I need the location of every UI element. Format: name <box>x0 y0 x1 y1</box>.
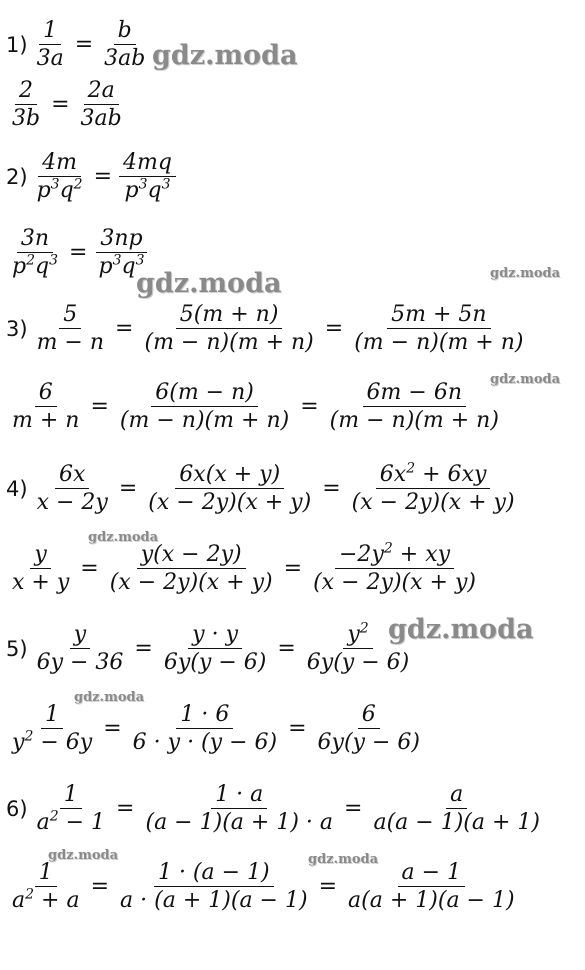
equals-sign: = <box>116 796 135 822</box>
equation-line <box>6 18 151 72</box>
equals-sign: = <box>344 796 363 822</box>
denominator: x + y <box>12 570 70 596</box>
fraction <box>326 380 503 434</box>
denominator: $p^3q^3$ <box>98 252 145 280</box>
numerator: 5(m + n) <box>176 302 283 329</box>
denominator: 6y − 36 <box>36 650 124 676</box>
equals-sign: = <box>118 476 138 502</box>
denominator: a · (a + 1)(a − 1) <box>120 888 308 914</box>
fraction <box>33 782 109 836</box>
equals-sign: = <box>93 164 113 190</box>
denominator: 6 · y · (y − 6) <box>132 730 278 756</box>
fraction <box>129 702 281 756</box>
fraction <box>140 302 317 356</box>
exercise-number: 1) <box>6 32 28 57</box>
fraction <box>33 302 108 356</box>
numerator: 1 <box>41 702 63 729</box>
watermark: gdz.moda <box>88 530 159 545</box>
exercise-number: 4) <box>6 476 28 501</box>
denominator: m − n <box>36 330 105 356</box>
fraction <box>8 380 83 434</box>
equals-sign: = <box>288 716 307 742</box>
fraction <box>33 150 87 204</box>
denominator: (a − 1)(a + 1) · a <box>145 810 334 836</box>
equals-sign: = <box>90 394 109 420</box>
denominator: (x − 2y)(x + y) <box>313 570 476 596</box>
numerator: 1 · a <box>211 782 267 809</box>
equation-line <box>6 702 426 756</box>
equation-line <box>6 226 151 280</box>
equals-sign: = <box>103 716 122 742</box>
exercise-number: 6) <box>6 796 28 821</box>
numerator: 6(m − n) <box>151 380 258 407</box>
denominator: $p^2q^3$ <box>12 252 59 280</box>
equation-line <box>6 622 415 676</box>
equals-sign: = <box>324 316 344 342</box>
denominator: $p^3q^3$ <box>124 176 171 204</box>
fraction <box>8 860 84 914</box>
denominator: 6y(y − 6) <box>163 650 267 676</box>
numerator: 6 <box>35 380 57 407</box>
numerator: 3np <box>96 226 146 253</box>
fraction <box>348 462 519 516</box>
numerator: 2a <box>84 78 119 105</box>
exercise-number: 3) <box>6 316 28 341</box>
fraction <box>116 860 312 914</box>
numerator: 2 <box>15 78 37 105</box>
watermark: gdz.moda <box>152 40 298 71</box>
denominator: $a^2 + a$ <box>12 886 80 914</box>
equals-sign: = <box>277 636 296 662</box>
numerator: 6 <box>358 702 380 729</box>
watermark: gdz.moda <box>490 266 561 281</box>
numerator: 1 <box>60 782 82 809</box>
equals-sign: = <box>115 316 134 342</box>
numerator: 4m <box>38 150 81 177</box>
denominator: 6y(y − 6) <box>317 730 420 756</box>
equals-sign: = <box>283 556 303 582</box>
numerator: a − 1 <box>398 860 466 887</box>
equals-sign: = <box>90 874 110 900</box>
fraction <box>8 702 96 756</box>
equals-sign: = <box>322 476 341 502</box>
denominator: (m − n)(m + n) <box>329 408 499 434</box>
denominator: (m − n)(m + n) <box>354 330 524 356</box>
fraction <box>160 622 270 676</box>
numerator: $y^2$ <box>343 622 372 649</box>
fraction <box>8 542 73 596</box>
equation-line <box>6 302 530 356</box>
numerator: 6m − 6n <box>363 380 466 407</box>
fraction <box>33 462 112 516</box>
fraction <box>33 622 128 676</box>
fraction <box>8 78 44 132</box>
numerator: y <box>30 542 50 569</box>
numerator: b <box>114 18 136 45</box>
denominator: $a^2 - 1$ <box>36 808 106 836</box>
exercise-number: 5) <box>6 636 28 661</box>
numerator: 3n <box>17 226 53 253</box>
denominator: a(a − 1)(a + 1) <box>373 810 541 836</box>
numerator: 4mq <box>119 150 176 177</box>
fraction <box>314 702 424 756</box>
equation-line <box>6 782 546 836</box>
fraction <box>309 542 480 596</box>
fraction <box>106 542 277 596</box>
fraction <box>33 18 68 72</box>
fraction <box>119 150 176 204</box>
numerator: y <box>70 622 90 649</box>
numerator: $6x^2 + 6xy$ <box>376 462 491 489</box>
numerator: 1 · (a − 1) <box>154 860 274 887</box>
numerator: 5m + 5n <box>387 302 490 329</box>
denominator: (x − 2y)(x + y) <box>148 490 312 516</box>
equation-line <box>6 462 521 516</box>
denominator: 3ab <box>104 46 146 72</box>
numerator: y(x − 2y) <box>137 542 246 569</box>
watermark: gdz.moda <box>74 690 145 705</box>
denominator: (m − n)(m + n) <box>144 330 314 356</box>
denominator: 3a <box>36 46 64 72</box>
denominator: a(a + 1)(a − 1) <box>348 888 515 914</box>
numerator: y · y <box>188 622 242 649</box>
equals-sign: = <box>300 394 319 420</box>
fraction <box>77 78 126 132</box>
fraction <box>100 18 149 72</box>
watermark: gdz.moda <box>136 268 282 299</box>
numerator: 6x(x + y) <box>175 462 284 489</box>
equation-line <box>6 150 178 204</box>
numerator: 1 · 6 <box>176 702 233 729</box>
numerator: 5 <box>59 302 81 329</box>
denominator: (x − 2y)(x + y) <box>109 570 273 596</box>
equation-line <box>6 380 505 434</box>
watermark: gdz.moda <box>490 372 561 387</box>
equals-sign: = <box>318 874 337 900</box>
numerator: 1 <box>35 860 57 887</box>
fraction <box>369 782 544 836</box>
equation-line <box>6 860 521 914</box>
denominator: x − 2y <box>36 490 108 516</box>
fraction <box>116 380 293 434</box>
equals-sign: = <box>80 556 99 582</box>
numerator: 1 <box>39 18 61 45</box>
numerator: $-2y^2$ + xy <box>335 542 454 569</box>
equation-line <box>6 78 128 132</box>
equals-sign: = <box>69 240 88 266</box>
watermark: gdz.moda <box>48 848 119 863</box>
fraction <box>8 226 62 280</box>
equals-sign: = <box>134 636 153 662</box>
denominator: (m − n)(m + n) <box>119 408 290 434</box>
denominator: 3b <box>12 106 41 132</box>
denominator: 6y(y − 6) <box>306 650 410 676</box>
fraction <box>144 462 315 516</box>
numerator: 6x <box>55 462 89 489</box>
denominator: 3ab <box>80 106 122 132</box>
denominator: (x − 2y)(x + y) <box>351 490 515 516</box>
denominator: $y^2 - 6y$ <box>12 728 93 756</box>
exercise-number: 2) <box>6 164 28 189</box>
equation-line <box>6 542 482 596</box>
fraction <box>344 860 519 914</box>
numerator: a <box>446 782 467 809</box>
watermark: gdz.moda <box>308 852 379 867</box>
watermark: gdz.moda <box>388 614 534 645</box>
fraction <box>350 302 527 356</box>
denominator: m + n <box>12 408 80 434</box>
denominator: $p^3q^2$ <box>36 176 83 204</box>
equals-sign: = <box>51 92 70 118</box>
fraction <box>141 782 337 836</box>
equals-sign: = <box>74 32 94 58</box>
